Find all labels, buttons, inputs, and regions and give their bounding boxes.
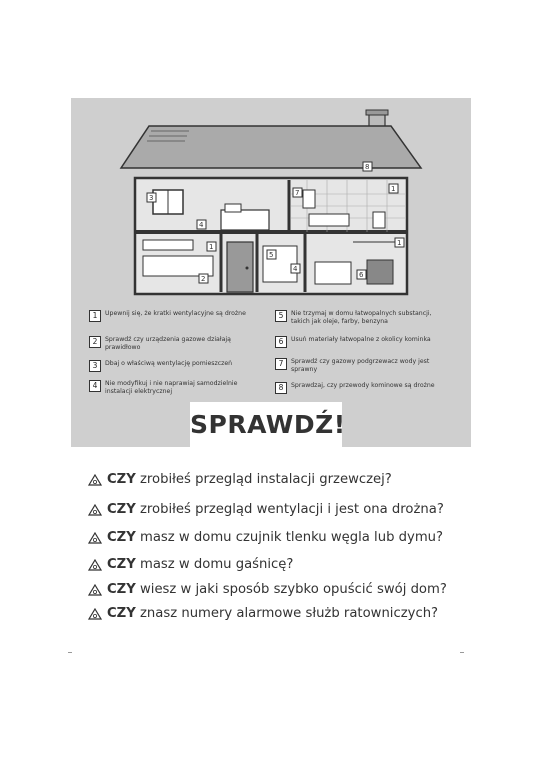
legend-number: 4 [89,380,101,392]
house-label-4b: 4 [293,265,298,273]
legend-item [89,336,261,352]
legend-text: Sprawdź czy gazowy podgrzewacz wody jest sprawny [291,358,430,373]
house-label-7: 7 [295,189,300,197]
warning-triangle-icon [88,608,102,620]
house-label-5: 5 [269,251,274,259]
legend-number: 3 [89,360,101,372]
legend-text: Sprawdź czy urządzenia gazowe działają prawidłowo [105,336,231,351]
house-label-8: 8 [365,163,370,171]
question-item [88,502,444,517]
warning-triangle-icon [88,584,102,596]
question-text: CZY zrobiłeś przegląd wentylacji i jest ona drożna? [107,502,444,517]
legend-number: 6 [275,336,287,348]
house-label-4: 4 [199,221,204,229]
legend-item [89,380,261,396]
page-title: SPRAWDŹ! [190,410,346,439]
question-text: CZY wiesz w jaki sposób szybko opuścić swój dom? [107,582,447,597]
question-text: CZY masz w domu czujnik tlenku węgla lub dymu? [107,530,444,545]
house-illustration [71,98,471,298]
question-text: CZY zrobiłeś przegląd instalacji grzewczej? [107,472,392,487]
legend [89,310,459,410]
legend-number: 7 [275,358,287,370]
house-label-6: 6 [359,271,364,279]
legend-item [89,310,261,322]
question-text: CZY znasz numery alarmowe służb ratowniczych? [107,606,439,621]
legend-item [275,336,447,348]
legend-item [275,382,447,394]
question-text: CZY masz w domu gaśnicę? [107,557,294,572]
legend-number: 8 [275,382,287,394]
heading-banner [190,402,346,464]
warning-triangle-icon [88,559,102,571]
question-item [88,606,438,621]
legend-text: Nie modyfikuj i nie naprawiaj samodzielnie instalacji elektrycznej [105,380,238,395]
question-item [88,582,447,597]
house-label-3: 3 [149,194,154,202]
question-item [88,530,443,545]
legend-text: Dbaj o właściwą wentylację pomieszczeń [105,360,233,367]
legend-item [275,310,447,326]
question-item [88,472,392,487]
house-label-1: 1 [391,185,396,193]
house-label-1b: 1 [209,243,214,251]
legend-text: Usuń materiały łatwopalne z okolicy kominka [291,336,431,343]
house-label-2: 2 [201,275,206,283]
infographic-panel [71,98,471,447]
legend-item [275,358,447,374]
legend-text: Sprawdzaj, czy przewody kominowe są drożne [291,382,435,389]
legend-number: 5 [275,310,287,322]
legend-number: 1 [89,310,101,322]
warning-triangle-icon [88,474,102,486]
legend-item [89,360,261,372]
question-item [88,557,293,572]
warning-triangle-icon [88,504,102,516]
warning-triangle-icon [88,532,102,544]
legend-text: Nie trzymaj w domu łatwopalnych substancji, takich jak oleje, farby, benzyna [291,310,432,325]
house-label-1c: 1 [397,239,402,247]
scan-mark [460,652,464,653]
scan-mark [68,652,72,653]
legend-number: 2 [89,336,101,348]
legend-text: Upewnij się, że kratki wentylacyjne są drożne [105,310,246,317]
